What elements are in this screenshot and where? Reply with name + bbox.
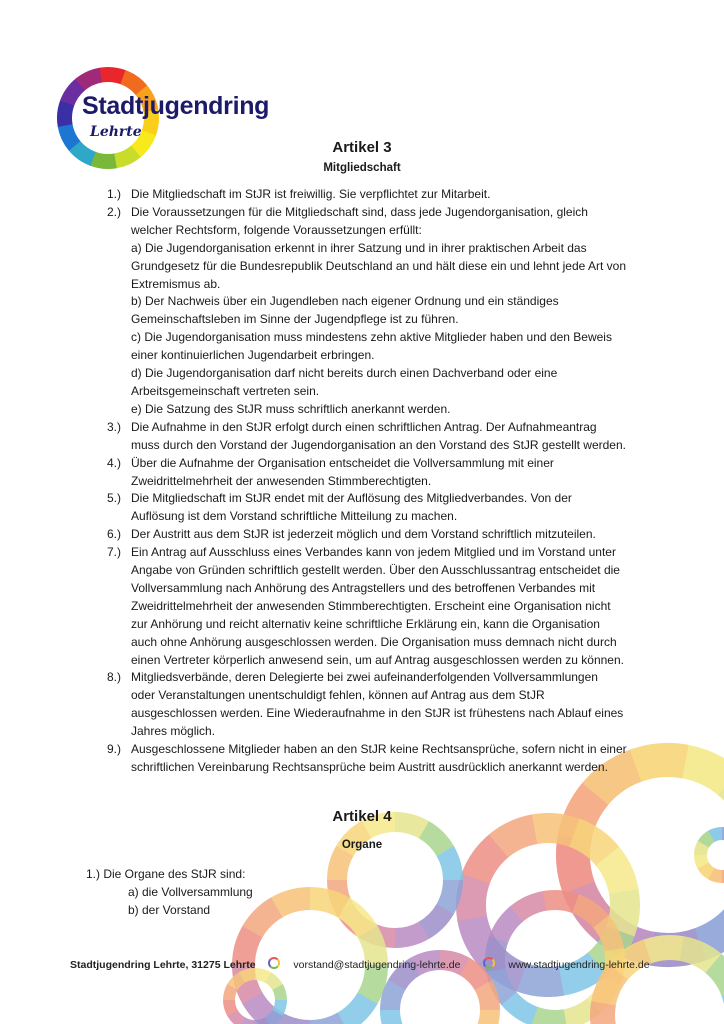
list-item-number: 6.) [107, 527, 122, 542]
list-item-number: 9.) [107, 742, 122, 757]
list-item-line: Angabe von Gründen schriftlich gestellt werden. Über den Ausschlussantrag entscheidet die [131, 563, 620, 578]
article4-title: Artikel 4 [332, 808, 392, 825]
list-item-line: Die Voraussetzungen für die Mitgliedschaft sind, dass jede Jugendorganisation, gleich [131, 204, 588, 219]
logo-city: Lehrte [90, 124, 142, 140]
list-item-line: welcher Rechtsform, folgende Voraussetzungen erfüllt: [131, 222, 422, 237]
article4-intro: 1.) Die Organe des StJR sind: [86, 867, 246, 881]
article3-subtitle: Mitgliedschaft [323, 162, 401, 174]
list-item-line: Ein Antrag auf Ausschluss eines Verbandes kann von jedem Mitglied und im Vorstand unter [131, 545, 616, 560]
list-item-number: 1.) [107, 187, 122, 201]
list-item [107, 526, 647, 544]
list-item [107, 544, 647, 669]
list-item [107, 741, 647, 777]
list-item-line: a) Die Jugendorganisation erkennt in ihrer Satzung und in ihrer praktischen Arbeit das [131, 240, 587, 255]
list-item-line: muss durch den Vorstand der Jugendorganisation an den Vorstand des StJR gestellt werden. [131, 437, 626, 452]
list-item-line: oder Veranstaltungen unentschuldigt fehlen, können auf Antrag aus dem StJR [131, 688, 545, 703]
list-item-number: 8.) [107, 670, 122, 685]
list-item-line: d) Die Jugendorganisation darf nicht bereits durch einen Dachverband oder eine [131, 366, 558, 381]
article3-list [107, 186, 647, 777]
list-item-line: Mitgliedsverbände, deren Delegierte bei zwei aufeinanderfolgenden Vollversammlungen [131, 670, 598, 685]
article4-subtitle: Organe [341, 839, 383, 851]
ring-segment [474, 1010, 500, 1024]
list-item-number: 3.) [107, 419, 122, 434]
list-item-line: einer kontinuierlichen Jugendarbeit erbringen. [131, 348, 375, 363]
list-item-line: e) Die Satzung des StJR muss schriftlich anerkannt werden. [131, 401, 451, 416]
list-item-line: zur Anhörung und reicht alternativ keine schriftliche Erklärung ein, kann die Organisation [131, 616, 600, 631]
list-item-line: Die Aufnahme in den StJR erfolgt durch einen schriftlichen Antrag. Der Aufnahmeantrag [131, 419, 597, 434]
list-item-line: b) Der Nachweis über ein Jugendleben nach eigener Ordnung und ein ständiges [131, 294, 559, 309]
list-item-line: Die Mitgliedschaft im StJR ist freiwillig. Sie verpflichtet zur Mitarbeit. [131, 187, 491, 201]
list-item-line: Über die Aufnahme der Organisation entscheidet die Vollversammlung mit einer [131, 455, 554, 470]
article4-list [86, 866, 253, 920]
list-item [107, 490, 647, 526]
list-item-line: Vollversammlung nach Anhörung des Antragstellers und des betroffenen Verbandes mit [131, 580, 596, 595]
decorative-ring [232, 887, 388, 1024]
list-item-line: Gemeinschaftsleben im Sinne der Jugendpflege ist zu führen. [131, 312, 459, 327]
list-item-number: 5.) [107, 491, 122, 506]
article4-subitem: b) der Vorstand [128, 902, 211, 917]
ring-segment [380, 1009, 405, 1024]
list-item-line: schriftlichen Vereinbarung Rechtsansprüche beim Austritt ausdrücklich anerkannt werden. [131, 760, 608, 774]
list-item [107, 669, 647, 741]
list-item-number: 7.) [107, 545, 122, 560]
list-item-line: Extremismus ab. [131, 276, 221, 291]
list-item-line: auch ohne Anhörung ausgeschlossen werden. Die Organisation muss demnach nicht durch [131, 634, 617, 649]
decorative-ring [694, 827, 724, 883]
footer-website-link[interactable]: www.stadtjugendring-lehrte.de [508, 959, 650, 971]
list-item-line: einen Vertreter körperlich anwesend sein, um auf Antrag ausgeschlossen werden zu können. [131, 652, 624, 667]
list-item-line: Jahres möglich. [131, 724, 216, 739]
list-item-line: c) Die Jugendorganisation muss mindestens zehn aktive Mitglieder haben und den Beweis [131, 330, 612, 345]
page-footer [70, 957, 654, 971]
footer-address: Stadtjugendring Lehrte, 31275 Lehrte [70, 959, 256, 971]
list-item-line: Arbeitsgemeinschaft vertreten sein. [131, 383, 320, 398]
footer-email-link[interactable]: vorstand@stadtjugendring-lehrte.de [293, 959, 461, 971]
list-item-line: Die Mitgliedschaft im StJR endet mit der Auflösung des Mitgliedverbandes. Von der [131, 491, 572, 506]
list-item-line: Grundgesetz für die Bundesrepublik Deutschland an und hält diese ein und lehnt jede Art von [131, 258, 626, 273]
list-item-number: 4.) [107, 455, 122, 470]
list-item-line: Ausgeschlossene Mitglieder haben an den StJR keine Rechtsansprüche, sofern nicht in einer [131, 742, 627, 757]
list-item-line: Der Austritt aus dem StJR ist jederzeit möglich und dem Vorstand schriftlich mitzuteilen. [131, 527, 596, 542]
article3-title: Artikel 3 [332, 139, 392, 156]
list-item [107, 204, 647, 419]
list-item [107, 455, 647, 491]
list-item-line: Auflösung ist dem Vorstand schriftliche Mitteilung zu machen. [131, 509, 458, 524]
list-item [107, 186, 647, 204]
ring-bullet-icon [268, 957, 280, 969]
list-item [107, 419, 647, 455]
list-item-line: ausgeschlossen werden. Eine Wiederaufnahme in den StJR ist frühestens nach Ablauf eines [131, 706, 624, 721]
article4-subitem: a) die Vollversammlung [128, 884, 253, 899]
list-item-line: Zweidrittelmehrheit der anwesenden Stimmberechtigten. [131, 473, 432, 488]
ring-bullet-icon [483, 957, 495, 969]
logo-wordmark: Stadtjugendring [82, 92, 270, 120]
list-item-number: 2.) [107, 204, 122, 219]
list-item-line: Zweidrittelmehrheit der anwesenden Stimmberechtigten. Erscheint eine Organisation nicht [131, 598, 611, 613]
ring-segment [682, 745, 724, 796]
decorative-ring [327, 812, 463, 948]
